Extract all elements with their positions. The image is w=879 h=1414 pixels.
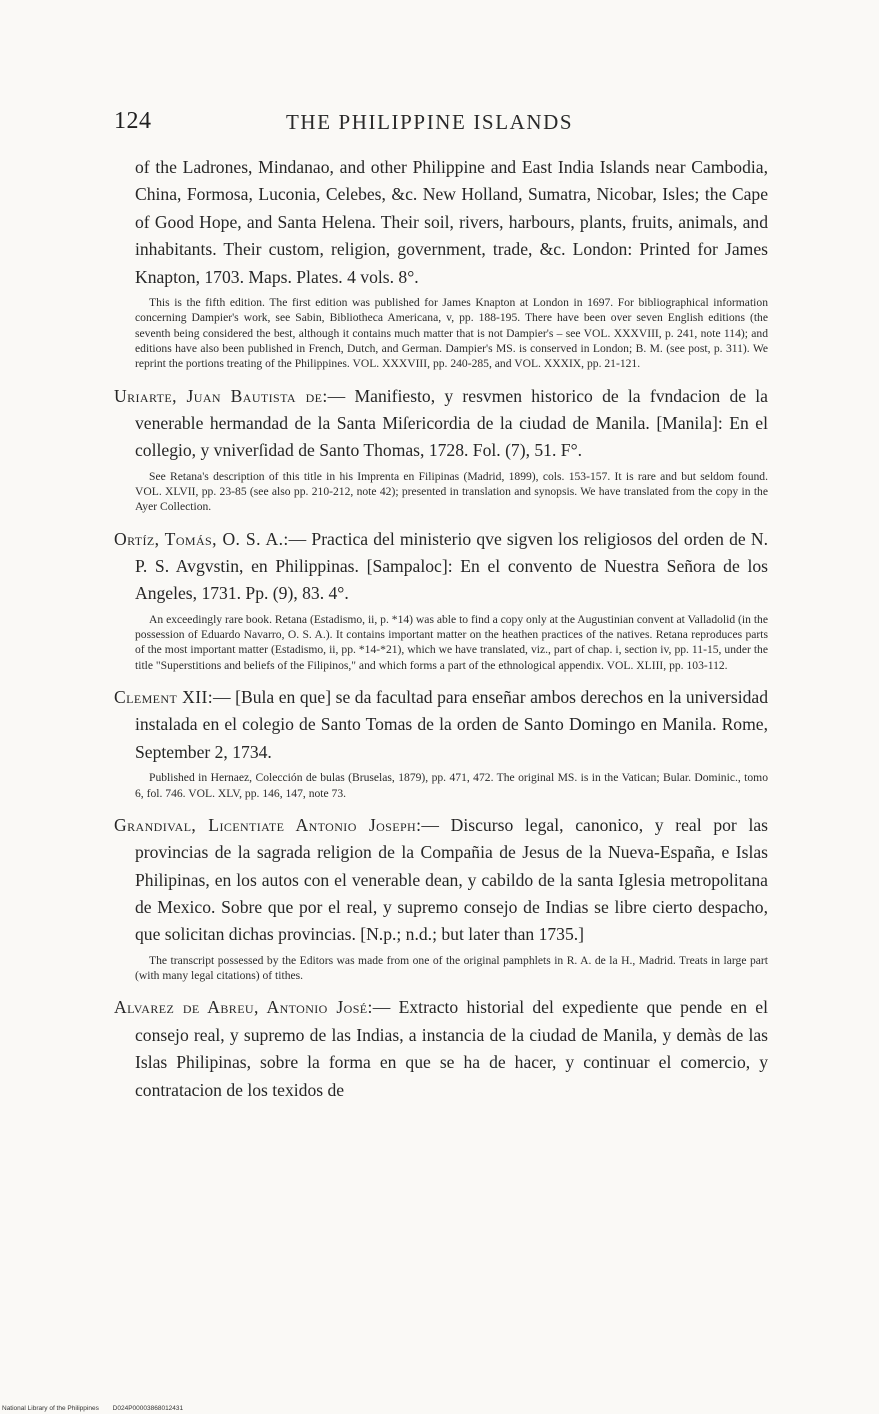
entry-text: — Discurso legal, canonico, y real por las provincias de la sagrada religion de la Compañia de Jesus de la Nueva-España, e Islas Philipinas, en los autos con el venerable dean, y cabildo de la santa Iglesia metropolitana de Mexico. Sobre que por el real, y supremo consejo de Indias se libre cierto despacho, que solicitan dichas provincias. [N.p.; n.d.; but later than 1735.]: [135, 814, 768, 945]
entry-text: — Practica del ministerio qve sigven los religiosos del orden de N. P. S. Avgvstin, en Philippinas. [Sampaloc]: En el convento de Nuestra Señora de los Angeles, 1731. Pp. (9), 83. 4°.: [135, 528, 768, 604]
running-title: THE PHILIPPINE ISLANDS: [286, 110, 574, 134]
entry-author: Grandival, Licentiate Antonio Joseph:: [114, 814, 422, 835]
entry-note: Published in Hernaez, Colección de bulas (Bruselas, 1879), pp. 471, 472. The original MS. is in the Vatican; Bular. Dominic., tomo 6, fol. 746. VOL. XLV, pp. 146, 147, note 73.: [135, 771, 768, 800]
scan-code: D024P00003868012431: [112, 1405, 184, 1412]
bibliography-entry: [114, 994, 768, 1104]
bibliography-entry: [114, 154, 768, 372]
entry-note: See Retana's description of this title in his Imprenta en Filipinas (Madrid, 1899), cols. 153-157. It is rare and but seldom found. VOL. XLVII, pp. 23-85 (see also pp. 210-212, note 42); presented in translation and synopsis. We have translated from the copy in the Ayer Collection.: [135, 469, 768, 514]
library-name: National Library of the Philippines: [2, 1405, 99, 1412]
entry-text: — Manifiesto, y resvmen historico de la fvndacion de la venerable hermandad de la Santa Miſericordia de la ciudad de Manila. [Manila]: En el collegio, y vniverſidad de Santo Thomas, 1728. Fol. (7), 51. F°.: [135, 385, 768, 461]
entry-text: — Extracto historial del expediente que pende en el consejo real, y supremo de las Indias, a instancia de la ciudad de Manila, y demàs de las Islas Philipinas, sobre la forma en que se ha de hacer, y continuar el comercio, y contratacion de los texidos de: [135, 997, 768, 1100]
bibliography-body: [114, 154, 768, 1104]
entry-main: [114, 684, 768, 766]
entry-note: This is the fifth edition. The first edition was published for James Knapton at London in 1697. For bibliographical information concerning Dampier's work, see Sabin, Bibliotheca Americana, v, pp. 188-195. There have been over seven English editions (the seventh being considered the best, although it contains much matter that is not Dampier's – see VOL. XXXVIII, p. 241, note 114); and editions have also been published in French, Dutch, and German. Dampier's MS. is conserved in London; B. M. (see post, p. 311). We reprint the portions treating of the Philippines. VOL. XXXVIII, pp. 240-285, and VOL. XXXIX, pp. 21-121.: [135, 296, 768, 371]
entry-main: [114, 526, 768, 608]
entry-author: Uriarte, Juan Bautista de:: [114, 385, 328, 406]
bibliography-entry: [114, 812, 768, 984]
entry-note: The transcript possessed by the Editors was made from one of the original pamphlets in R. A. de la H., Madrid. Treats in large part (with many legal citations) of tithes.: [135, 953, 768, 983]
page-number: 124: [114, 108, 152, 134]
entry-main: [114, 812, 768, 949]
entry-main: [114, 994, 768, 1104]
bibliography-entry: [114, 383, 768, 515]
page-header: [114, 108, 774, 142]
bibliography-entry: [114, 526, 768, 673]
entry-author: Alvarez de Abreu, Antonio José:: [114, 997, 373, 1018]
bibliography-entry: [114, 684, 768, 801]
entry-text: — [Bula en que] se da facultad para enseñar ambos derechos en la universidad instalada en el colegio de Santo Tomas de la orden de Santo Domingo en Manila. Rome, September 2, 1734.: [135, 687, 768, 762]
entry-note: An exceedingly rare book. Retana (Estadismo, ii, p. *14) was able to find a copy only at the Augustinian convent at Valladolid (in the possession of Eduardo Navarro, O. S. A.). It contains important matter on the heathen practices of the natives. Retana reproduces parts of the most important matter (Estadismo, ii, pp. *14-*21), which we have translated, viz., part of chap. i, section iv, pp. 11-15, under the title "Superstitions and beliefs of the Filipinos," and which forms a part of the ethnological appendix. VOL. XLIII, pp. 103-112.: [135, 612, 768, 672]
entry-main: [114, 383, 768, 465]
entry-author: Ortíz, Tomás, O. S. A.:: [114, 528, 289, 549]
entry-author: Clement XII:: [114, 687, 214, 708]
scan-footer: [2, 1405, 195, 1412]
entry-text: of the Ladrones, Mindanao, and other Philippine and East India Islands near Cambodia, China, Formosa, Luconia, Celebes, &c. New Holland, Sumatra, Nicobar, Isles; the Cape of Good Hope, and Santa Helena. Their soil, rivers, harbours, plants, fruits, animals, and inhabitants. Their custom, religion, government, trade, &c. London: Printed for James Knapton, 1703. Maps. Plates. 4 vols. 8°.: [135, 157, 768, 287]
